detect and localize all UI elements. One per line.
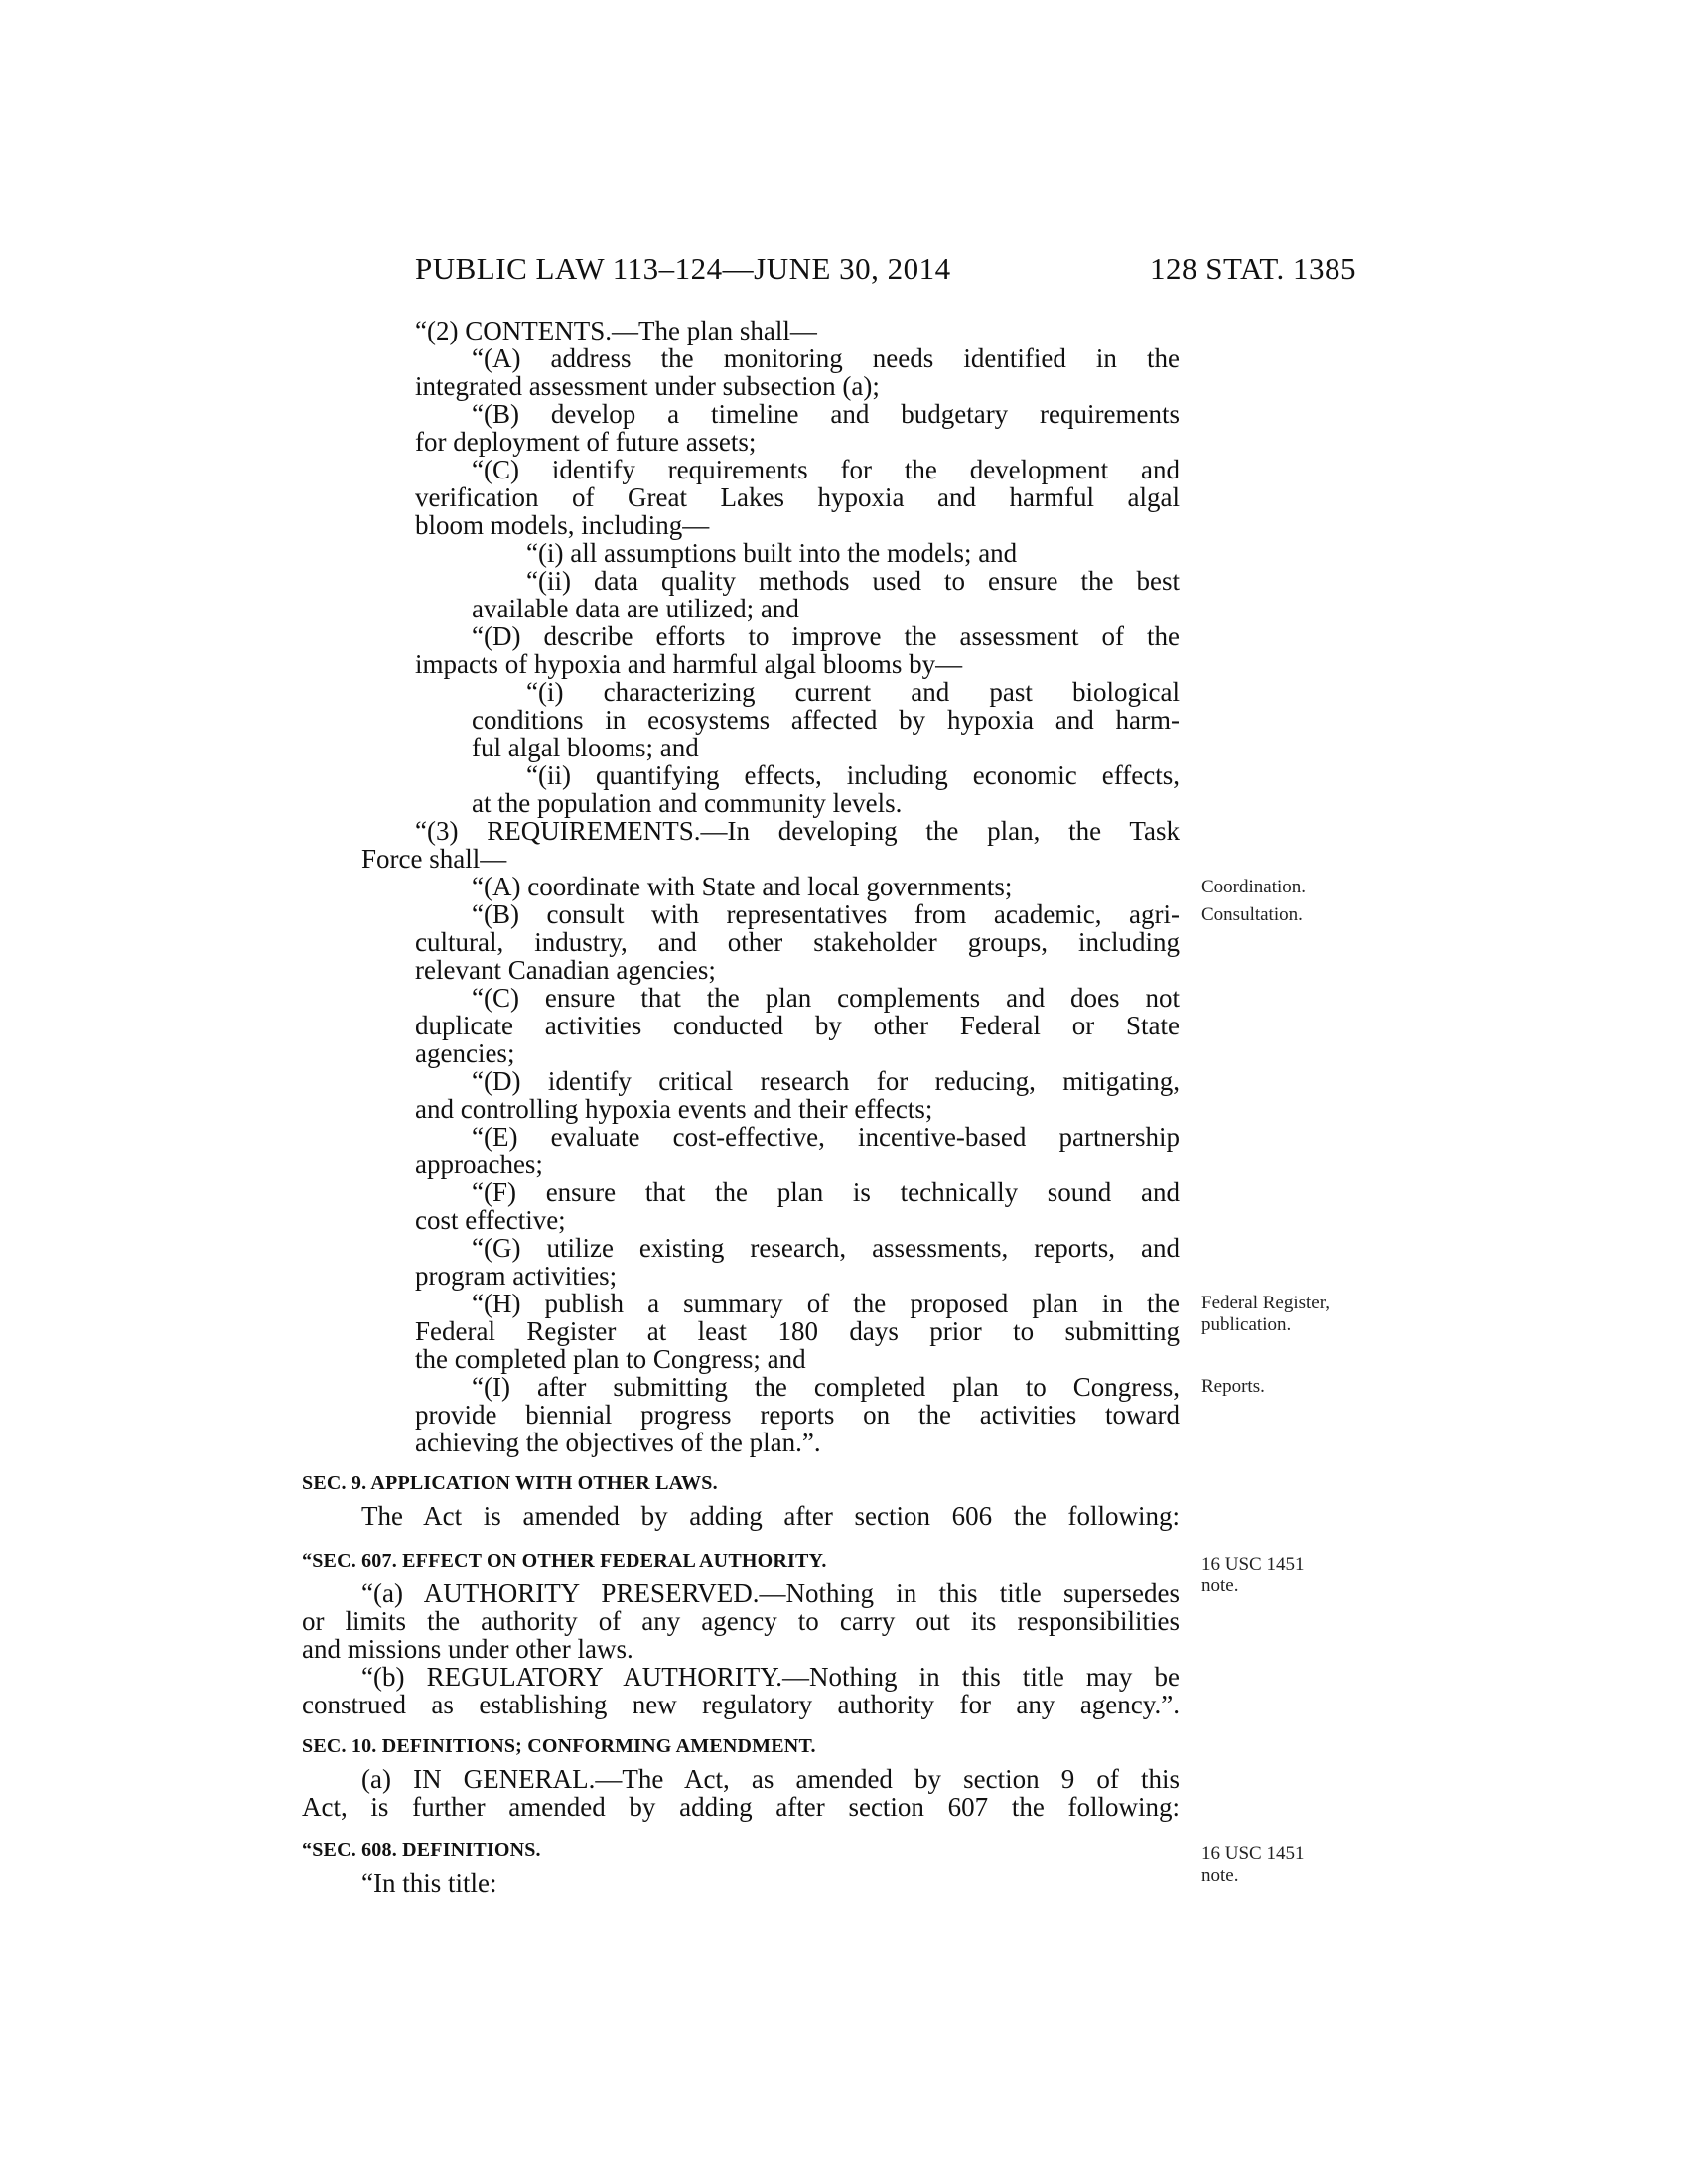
margin-note-publication: publication. xyxy=(1201,1314,1292,1335)
margin-note-usc-citation: 16 USC 1451 xyxy=(1201,1843,1305,1864)
paragraph-line: “(H) publish a summary of the proposed plan in the xyxy=(472,1289,1180,1318)
paragraph-line: Act, is further amended by adding after section 607 the following: xyxy=(302,1792,1180,1822)
section-heading-sec-10: SEC. 10. DEFINITIONS; CONFORMING AMENDMENT. xyxy=(302,1735,816,1757)
paragraph-line: construed as establishing new regulatory authority for any agency.”. xyxy=(302,1690,1180,1719)
paragraph-line: cultural, industry, and other stakeholder groups, including xyxy=(415,927,1180,957)
margin-note-usc-note: note. xyxy=(1201,1865,1239,1886)
paragraph-line: approaches; xyxy=(415,1150,543,1179)
paragraph-line: at the population and community levels. xyxy=(472,788,903,818)
paragraph-line: “(a) AUTHORITY PRESERVED.—Nothing in this title supersedes xyxy=(361,1578,1180,1608)
paragraph-line: “(3) REQUIREMENTS.—In developing the plan, the Task xyxy=(415,816,1180,846)
paragraph-line: “(C) ensure that the plan complements and does not xyxy=(472,983,1180,1013)
paragraph-line: “(i) characterizing current and past biological xyxy=(526,677,1180,707)
paragraph-line: “(B) develop a timeline and budgetary requirements xyxy=(472,399,1180,429)
paragraph-line: conditions in ecosystems affected by hypoxia and harm- xyxy=(472,705,1180,735)
running-header-title: PUBLIC LAW 113–124—JUNE 30, 2014 xyxy=(415,251,951,286)
paragraph-line: “(A) coordinate with State and local governments; xyxy=(472,872,1013,901)
paragraph-line: (a) IN GENERAL.—The Act, as amended by section 9 of this xyxy=(361,1764,1180,1794)
margin-note-usc-citation: 16 USC 1451 xyxy=(1201,1554,1305,1574)
paragraph-line: bloom models, including— xyxy=(415,510,710,540)
margin-note-reports: Reports. xyxy=(1201,1376,1265,1397)
section-heading-sec-607: “SEC. 607. EFFECT ON OTHER FEDERAL AUTHORITY. xyxy=(302,1550,827,1571)
paragraph-line: “(G) utilize existing research, assessments, reports, and xyxy=(472,1233,1180,1263)
paragraph-line: “(2) CONTENTS.—The plan shall— xyxy=(415,316,817,345)
paragraph-line: “(D) identify critical research for reducing, mitigating, xyxy=(472,1066,1180,1096)
paragraph-line: “(b) REGULATORY AUTHORITY.—Nothing in this title may be xyxy=(361,1662,1180,1692)
paragraph-line: the completed plan to Congress; and xyxy=(415,1344,806,1374)
paragraph-line: “(C) identify requirements for the development and xyxy=(472,455,1180,484)
paragraph-line: agencies; xyxy=(415,1038,515,1068)
paragraph-line: “(i) all assumptions built into the models; and xyxy=(526,538,1018,568)
paragraph-line: and controlling hypoxia events and their effects; xyxy=(415,1094,933,1124)
paragraph-line: “(D) describe efforts to improve the assessment of the xyxy=(472,621,1180,651)
margin-note-coordination: Coordination. xyxy=(1201,877,1307,897)
paragraph-line: ful algal blooms; and xyxy=(472,733,699,762)
paragraph-line: impacts of hypoxia and harmful algal blooms by— xyxy=(415,649,963,679)
paragraph-line: or limits the authority of any agency to carry out its responsibilities xyxy=(302,1606,1180,1636)
paragraph-line: “(ii) data quality methods used to ensure the best xyxy=(526,566,1180,596)
paragraph-line: for deployment of future assets; xyxy=(415,427,757,457)
paragraph-line: “(I) after submitting the completed plan to Congress, xyxy=(472,1372,1180,1402)
margin-note-usc-note: note. xyxy=(1201,1575,1239,1596)
section-heading-sec-9: SEC. 9. APPLICATION WITH OTHER LAWS. xyxy=(302,1472,718,1494)
paragraph-line: “(A) address the monitoring needs identified in the xyxy=(472,343,1180,373)
paragraph-line: Federal Register at least 180 days prior to submitting xyxy=(415,1316,1180,1346)
paragraph-line: program activities; xyxy=(415,1261,618,1291)
paragraph-line: available data are utilized; and xyxy=(472,594,799,623)
paragraph-line: “(ii) quantifying effects, including economic effects, xyxy=(526,760,1180,790)
section-heading-sec-608: “SEC. 608. DEFINITIONS. xyxy=(302,1840,541,1861)
paragraph-line: “(B) consult with representatives from academic, agri- xyxy=(472,899,1180,929)
paragraph-line: relevant Canadian agencies; xyxy=(415,955,716,985)
paragraph-line: provide biennial progress reports on the activities toward xyxy=(415,1400,1180,1430)
margin-note-federal-register: Federal Register, xyxy=(1201,1293,1331,1313)
paragraph-line: verification of Great Lakes hypoxia and harmful algal xyxy=(415,482,1180,512)
paragraph-line: cost effective; xyxy=(415,1205,566,1235)
margin-note-consultation: Consultation. xyxy=(1201,904,1303,925)
paragraph-line: The Act is amended by adding after section 606 the following: xyxy=(361,1501,1180,1531)
paragraph-line: and missions under other laws. xyxy=(302,1634,633,1664)
running-header-page-number: 128 STAT. 1385 xyxy=(1150,251,1357,286)
paragraph-line: “(E) evaluate cost-effective, incentive-based partnership xyxy=(472,1122,1180,1152)
paragraph-line: achieving the objectives of the plan.”. xyxy=(415,1428,821,1457)
paragraph-line: integrated assessment under subsection (a); xyxy=(415,371,880,401)
paragraph-line: Force shall— xyxy=(361,844,507,874)
paragraph-line: “(F) ensure that the plan is technically sound and xyxy=(472,1177,1180,1207)
paragraph-line: duplicate activities conducted by other Federal or State xyxy=(415,1011,1180,1040)
paragraph-line: “In this title: xyxy=(361,1868,497,1898)
